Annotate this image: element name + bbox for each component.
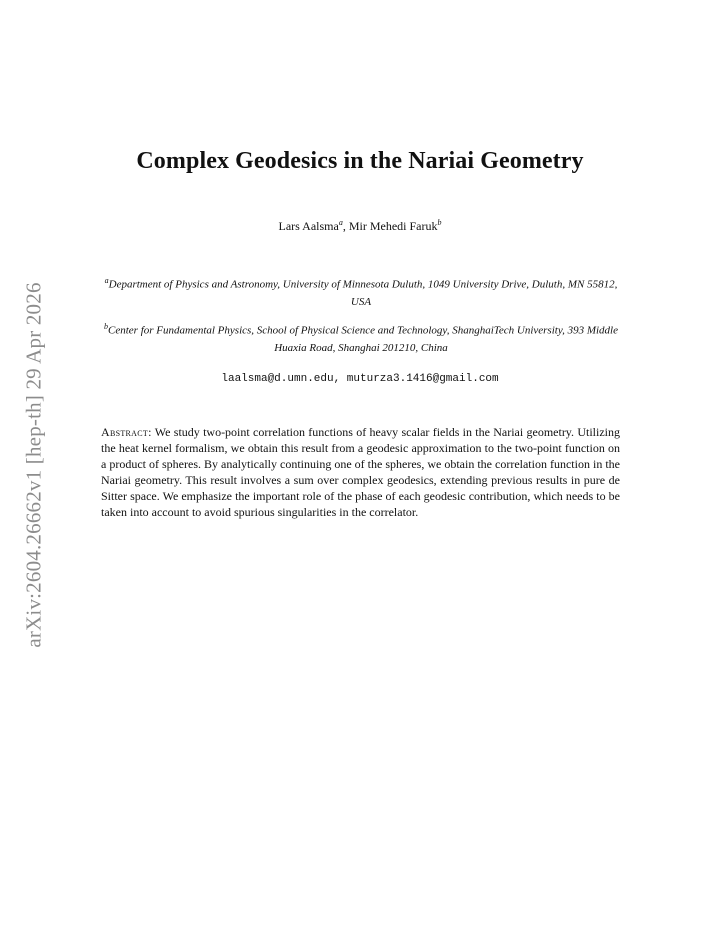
- affiliation-mark: a: [104, 276, 109, 285]
- author-name: Lars Aalsma: [278, 219, 339, 233]
- affiliation-a: [102, 272, 620, 311]
- abstract: [101, 424, 620, 521]
- affiliation-text: Center for Fundamental Physics, School of Physical Science and Technology, ShanghaiTech University, 393 Middle Huaxia Road, Shanghai 201210, China: [108, 324, 618, 354]
- affiliation-text: Department of Physics and Astronomy, University of Minnesota Duluth, 1049 University Drive, Duluth, MN 55812, USA: [108, 278, 618, 308]
- author-list: [0, 218, 720, 234]
- paper-title: Complex Geodesics in the Nariai Geometry: [136, 148, 584, 174]
- author-separator: ,: [342, 219, 349, 233]
- abstract-label: Abstract:: [101, 425, 152, 439]
- affiliation-mark: b: [104, 322, 108, 331]
- author-affiliation-mark: a: [338, 218, 343, 227]
- affiliation-b: [102, 318, 620, 357]
- author-name: Mir Mehedi Faruk: [348, 219, 438, 233]
- arxiv-identifier-stamp: arXiv:2604.26662v1 [hep-th] 29 Apr 2026: [21, 282, 46, 648]
- abstract-text: We study two-point correlation functions of heavy scalar fields in the Nariai geometry. Utilizing the heat kernel formalism, we obtain this result from a geodesic approximation to the two-point function on a product of spheres. By analytically continuing one of the spheres, we obtain the correlation function in the Nariai geometry. This result involves a sum over complex geodesics, extending previous results in pure de Sitter space. We emphasize the important role of the phase of each geodesic contribution, which needs to be taken into account to avoid spurious singularities in the correlator.: [101, 425, 620, 520]
- author-emails: laalsma@d.umn.edu, muturza3.1416@gmail.com: [221, 373, 499, 385]
- author-affiliation-mark: b: [437, 218, 442, 227]
